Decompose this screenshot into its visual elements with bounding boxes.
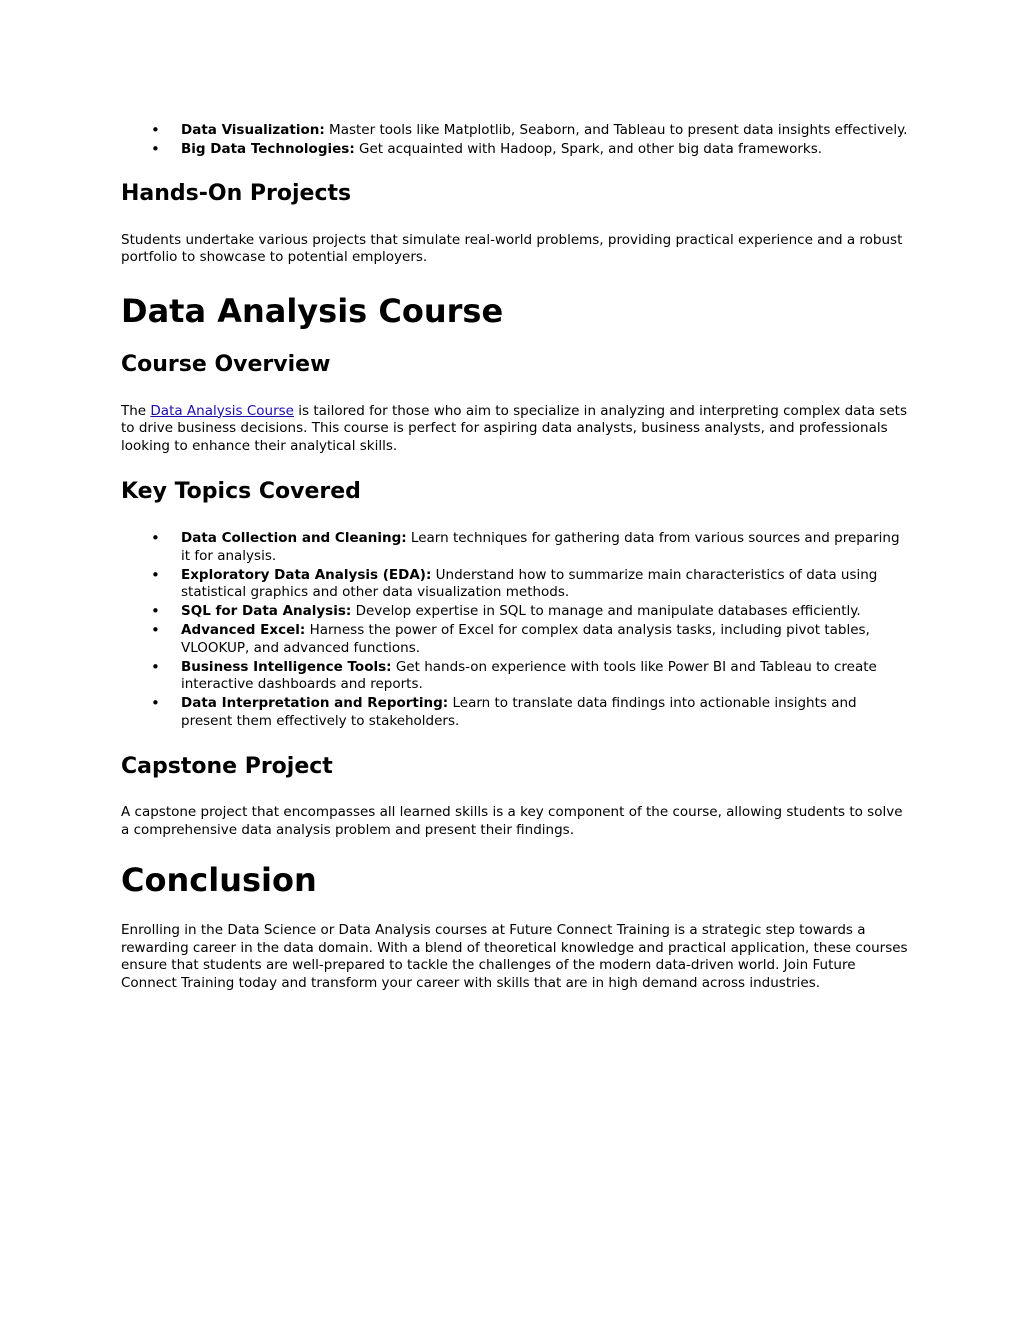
capstone-heading: Capstone Project <box>121 754 333 779</box>
list-item-desc: Develop expertise in SQL to manage and manipulate databases efficiently. <box>351 603 861 619</box>
list-item-term: Advanced Excel: <box>181 622 306 638</box>
key-topics-heading: Key Topics Covered <box>121 479 361 504</box>
hands-on-text: Students undertake various projects that simulate real-world problems, providing practical experience and a robust portfolio to showcase to potential employers. <box>121 231 903 265</box>
list-item <box>121 141 911 159</box>
list-item <box>121 622 911 657</box>
top-topic-list <box>121 122 911 159</box>
list-item <box>121 530 911 565</box>
list-item <box>121 659 911 694</box>
course-overview-text <box>121 403 911 456</box>
list-item-desc: Learn techniques for gathering data from various sources and preparing it for analysis. <box>181 530 900 564</box>
data-analysis-course-link[interactable]: Data Analysis Course <box>150 402 294 419</box>
overview-pre-text: The <box>121 402 151 419</box>
list-item-desc: Master tools like Matplotlib, Seaborn, and Tableau to present data insights effectively. <box>324 122 908 138</box>
list-item <box>121 695 911 730</box>
list-item-desc: Learn to translate data findings into actionable insights and present them effectively to stakeholders. <box>181 695 857 729</box>
list-item <box>121 603 911 621</box>
data-analysis-title: Data Analysis Course <box>121 291 504 330</box>
overview-post-text: is tailored for those who aim to specialize in analyzing and interpreting complex data sets to drive business decisions. This course is perfect for aspiring data analysts, business analysts, and professionals looking to enhance their analytical skills. <box>121 402 907 454</box>
list-item <box>121 567 911 602</box>
document-page <box>121 122 911 992</box>
conclusion-text: Enrolling in the Data Science or Data Analysis courses at Future Connect Training is a strategic step towards a rewarding career in the data domain. With a blend of theoretical knowledge and practical application, these courses ensure that students are well-prepared to tackle the challenges of the modern data-driven world. Join Future Connect Training today and transform your career with skills that are in high demand across industries. <box>121 922 908 991</box>
list-item-term: Exploratory Data Analysis (EDA): <box>181 566 432 583</box>
list-item-desc: Understand how to summarize main characteristics of data using statistical graphics and other data visualization methods. <box>181 566 878 600</box>
list-item-term: SQL for Data Analysis: <box>181 603 352 619</box>
list-item-term: Data Collection and Cleaning: <box>181 530 407 546</box>
list-item-term: Data Visualization: <box>181 122 325 138</box>
list-item-term: Data Interpretation and Reporting: <box>181 695 449 711</box>
course-overview-heading: Course Overview <box>121 351 331 377</box>
list-item-desc: Harness the power of Excel for complex data analysis tasks, including pivot tables, VLOOKUP, and advanced functions. <box>181 622 870 656</box>
hands-on-heading: Hands-On Projects <box>121 180 352 206</box>
list-item <box>121 122 911 140</box>
capstone-text: A capstone project that encompasses all learned skills is a key component of the course, allowing students to solve a comprehensive data analysis problem and present their findings. <box>121 804 903 838</box>
list-item-term: Big Data Technologies: <box>181 141 355 157</box>
list-item-desc: Get hands-on experience with tools like Power BI and Tableau to create interactive dashboards and reports. <box>181 658 877 692</box>
key-topics-list <box>121 530 911 730</box>
conclusion-title: Conclusion <box>121 861 317 899</box>
list-item-term: Business Intelligence Tools: <box>181 658 392 675</box>
list-item-desc: Get acquainted with Hadoop, Spark, and other big data frameworks. <box>354 141 823 157</box>
